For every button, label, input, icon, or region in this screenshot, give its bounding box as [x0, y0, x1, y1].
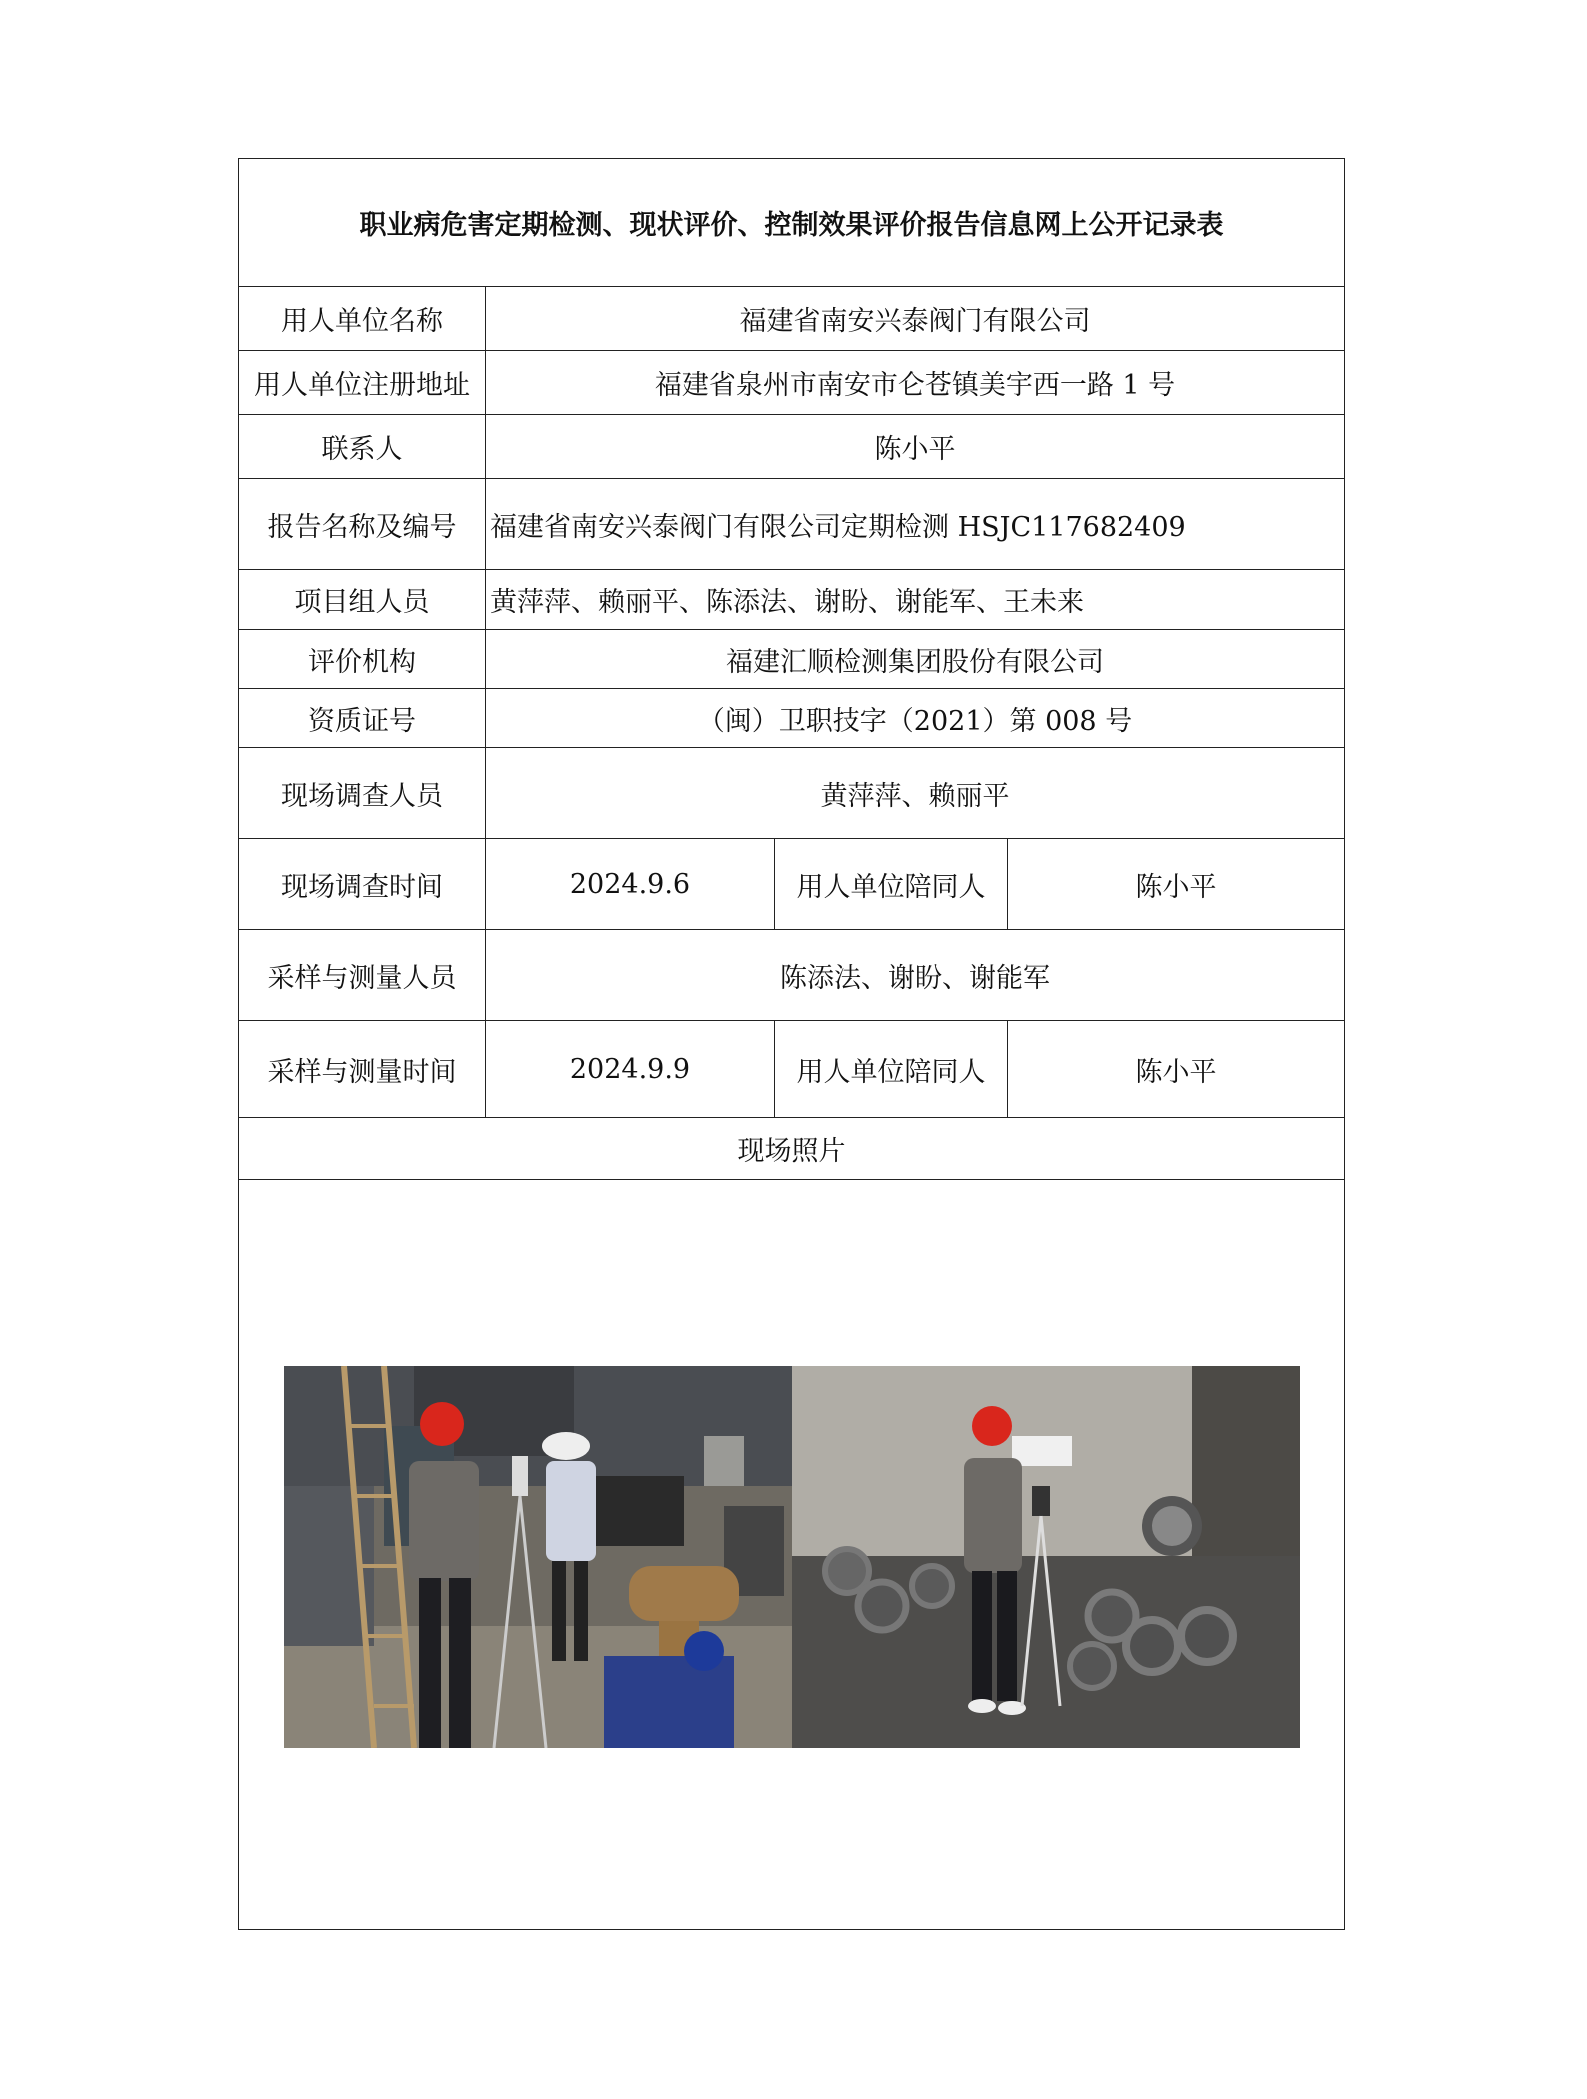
survey-staff-label: 现场调查人员 — [239, 748, 486, 839]
site-photos — [284, 1366, 1300, 1748]
sampling-time-value: 2024.9.9 — [486, 1021, 775, 1118]
survey-time-label: 现场调查时间 — [239, 839, 486, 930]
survey-time-value: 2024.9.6 — [486, 839, 775, 930]
sampling-escort-value: 陈小平 — [1008, 1021, 1345, 1118]
sampling-staff-label: 采样与测量人员 — [239, 930, 486, 1021]
contact-value: 陈小平 — [486, 415, 1345, 479]
survey-escort-value: 陈小平 — [1008, 839, 1345, 930]
sampling-escort-label: 用人单位陪同人 — [775, 1021, 1008, 1118]
employer-address-value: 福建省泉州市南安市仑苍镇美宇西一路 1 号 — [486, 351, 1345, 415]
employer-name-value: 福建省南安兴泰阀门有限公司 — [486, 287, 1345, 351]
employer-name-label: 用人单位名称 — [239, 287, 486, 351]
certificate-label: 资质证号 — [239, 689, 486, 748]
team-label: 项目组人员 — [239, 570, 486, 630]
photos-cell — [239, 1180, 1345, 1930]
sampling-time-label: 采样与测量时间 — [239, 1021, 486, 1118]
site-photo-2 — [792, 1366, 1300, 1748]
document-title: 职业病危害定期检测、现状评价、控制效果评价报告信息网上公开记录表 — [239, 159, 1345, 287]
report-value: 福建省南安兴泰阀门有限公司定期检测 HSJC117682409 — [486, 479, 1345, 570]
certificate-value: （闽）卫职技字（2021）第 008 号 — [486, 689, 1345, 748]
agency-value: 福建汇顺检测集团股份有限公司 — [486, 630, 1345, 689]
sampling-staff-value: 陈添法、谢盼、谢能军 — [486, 930, 1345, 1021]
report-label: 报告名称及编号 — [239, 479, 486, 570]
record-table — [238, 158, 1345, 1930]
agency-label: 评价机构 — [239, 630, 486, 689]
photos-label: 现场照片 — [239, 1118, 1345, 1180]
contact-label: 联系人 — [239, 415, 486, 479]
employer-address-label: 用人单位注册地址 — [239, 351, 486, 415]
survey-escort-label: 用人单位陪同人 — [775, 839, 1008, 930]
survey-staff-value: 黄萍萍、赖丽平 — [486, 748, 1345, 839]
team-value: 黄萍萍、赖丽平、陈添法、谢盼、谢能军、王未来 — [486, 570, 1345, 630]
site-photo-1 — [284, 1366, 792, 1748]
